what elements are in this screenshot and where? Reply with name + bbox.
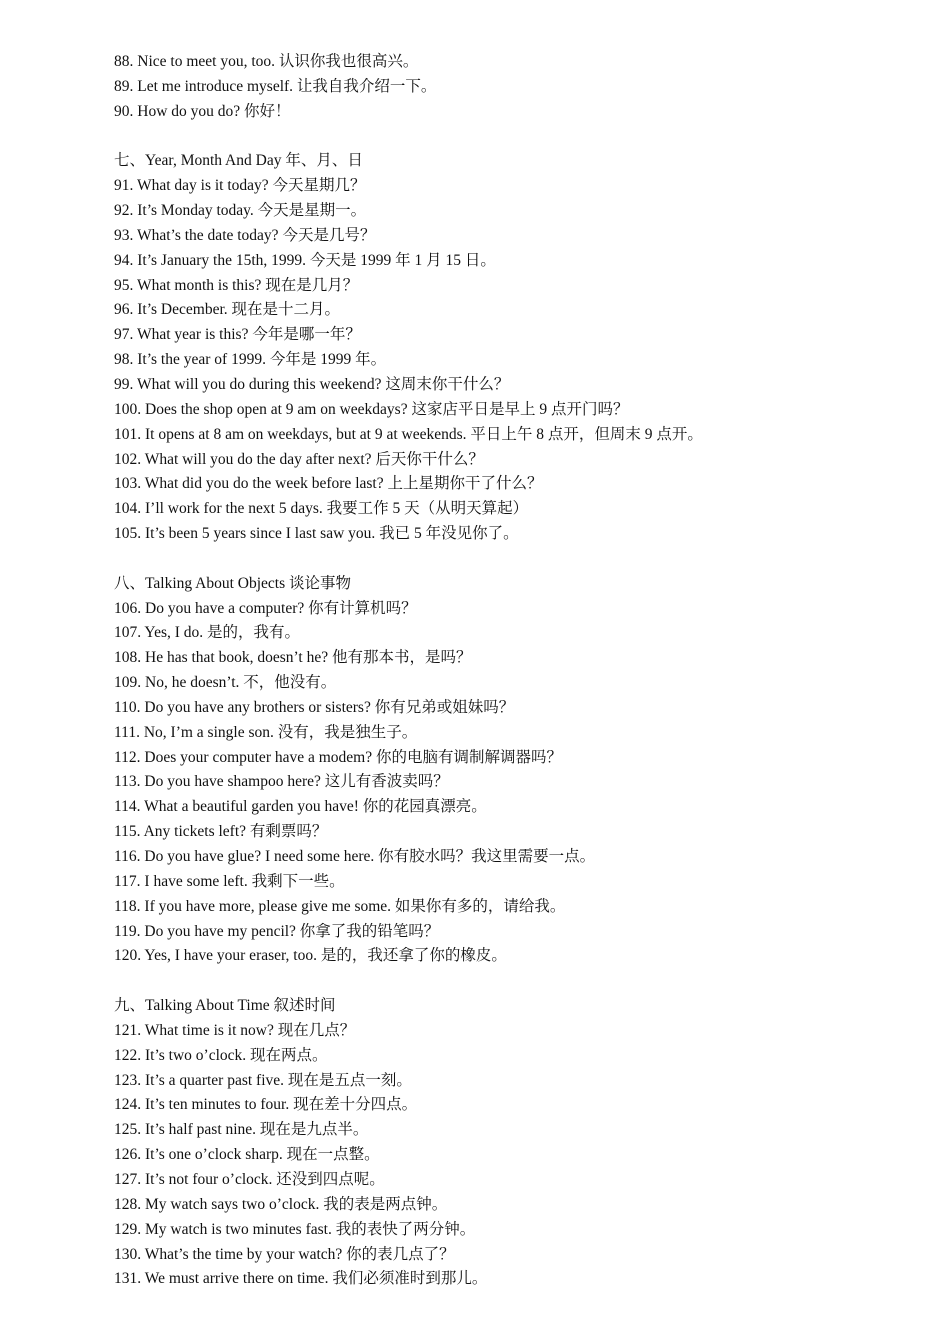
blank-line xyxy=(114,125,914,150)
phrase-line: 125. It’s half past nine. 现在是九点半。 xyxy=(114,1121,369,1139)
phrase-line: 122. It’s two o’clock. 现在两点。 xyxy=(114,1046,328,1064)
phrase-line: 126. It’s one o’clock sharp. 现在一点整。 xyxy=(114,1146,380,1164)
phrase-line: 115. Any tickets left? 有剩票吗？ xyxy=(114,823,328,841)
phrase-line: 129. My watch is two minutes fast. 我的表快了两分钟。 xyxy=(114,1220,476,1238)
phrase-line: 106. Do you have a computer? 你有计算机吗？ xyxy=(114,599,417,617)
phrase-line: 103. What did you do the week before last? 上上星期你干了什么？ xyxy=(114,475,543,493)
document-body xyxy=(114,50,914,1292)
phrase-line: 116. Do you have glue? I need some here. 你有胶水吗？我这里需要一点。 xyxy=(114,848,596,865)
phrase-line: 113. Do you have shampoo here? 这儿有香波卖吗？ xyxy=(114,773,449,791)
phrase-line: 130. What’s the time by your watch? 你的表几点了？ xyxy=(114,1245,455,1263)
phrase-line: 124. It’s ten minutes to four. 现在差十分四点。 xyxy=(114,1096,418,1114)
section-heading: 八、Talking About Objects 谈论事物 xyxy=(114,574,351,592)
phrase-line: 127. It’s not four o’clock. 还没到四点呢。 xyxy=(114,1170,385,1188)
phrase-line: 100. Does the shop open at 9 am on weekdays? 这家店平日是早上 9 点开门吗？ xyxy=(114,400,629,418)
phrase-line: 98. It’s the year of 1999. 今年是 1999 年。 xyxy=(114,351,387,369)
phrase-line: 94. It’s January the 15th, 1999. 今天是 1999 年 1 月 15 日。 xyxy=(114,251,496,269)
phrase-line: 118. If you have more, please give me some. 如果你有多的，请给我。 xyxy=(114,897,566,915)
phrase-line: 91. What day is it today? 今天星期几？ xyxy=(114,177,366,195)
phrase-line: 101. It opens at 8 am on weekdays, but at 9 at weekends. 平日上午 8 点开，但周末 9 点开。 xyxy=(114,425,703,443)
phrase-line: 95. What month is this? 现在是几月？ xyxy=(114,276,359,294)
phrase-line: 107. Yes, I do. 是的，我有。 xyxy=(114,624,301,642)
section-heading: 七、Year, Month And Day 年、月、日 xyxy=(114,152,363,170)
phrase-line: 99. What will you do during this weekend? 这周末你干什么？ xyxy=(114,375,510,393)
phrase-line: 123. It’s a quarter past five. 现在是五点一刻。 xyxy=(114,1071,412,1089)
phrase-line: 117. I have some left. 我剩下一些。 xyxy=(114,872,345,890)
phrase-line: 109. No, he doesn’t. 不，他没有。 xyxy=(114,674,337,692)
phrase-line: 120. Yes, I have your eraser, too. 是的，我还拿了你的橡皮。 xyxy=(114,947,507,965)
phrase-line: 119. Do you have my pencil? 你拿了我的铅笔吗？ xyxy=(114,922,440,940)
phrase-line: 105. It’s been 5 years since I last saw you. 我已 5 年没见你了。 xyxy=(114,525,519,543)
phrase-line: 89. Let me introduce myself. 让我自我介绍一下。 xyxy=(114,77,437,95)
section-heading: 九、Talking About Time 叙述时间 xyxy=(114,997,336,1015)
phrase-line: 114. What a beautiful garden you have! 你的花园真漂亮。 xyxy=(114,798,487,816)
phrase-line: 110. Do you have any brothers or sisters? 你有兄弟或姐妹吗？ xyxy=(114,698,515,716)
blank-line xyxy=(114,547,914,572)
phrase-line: 104. I’ll work for the next 5 days. 我要工作 5 天（从明天算起） xyxy=(114,500,529,518)
phrase-line: 92. It’s Monday today. 今天是星期一。 xyxy=(114,202,367,220)
phrase-line: 108. He has that book, doesn’t he? 他有那本书，是吗？ xyxy=(114,649,472,667)
phrase-line: 102. What will you do the day after next? 后天你干什么？ xyxy=(114,450,484,468)
phrase-line: 131. We must arrive there on time. 我们必须准时到那儿。 xyxy=(114,1270,488,1288)
phrase-line: 121. What time is it now? 现在几点？ xyxy=(114,1021,356,1039)
phrase-line: 90. How do you do? 你好！ xyxy=(114,102,291,120)
blank-line xyxy=(114,969,914,994)
phrase-line: 97. What year is this? 今年是哪一年？ xyxy=(114,326,361,344)
phrase-line: 96. It’s December. 现在是十二月。 xyxy=(114,301,341,319)
phrase-line: 93. What’s the date today? 今天是几号？ xyxy=(114,226,376,244)
phrase-line: 128. My watch says two o’clock. 我的表是两点钟。 xyxy=(114,1195,448,1213)
phrase-line: 111. No, I’m a single son. 没有，我是独生子。 xyxy=(114,723,418,741)
phrase-line: 112. Does your computer have a modem? 你的电脑有调制解调器吗？ xyxy=(114,748,562,766)
phrase-line: 88. Nice to meet you, too. 认识你我也很高兴。 xyxy=(114,53,419,70)
